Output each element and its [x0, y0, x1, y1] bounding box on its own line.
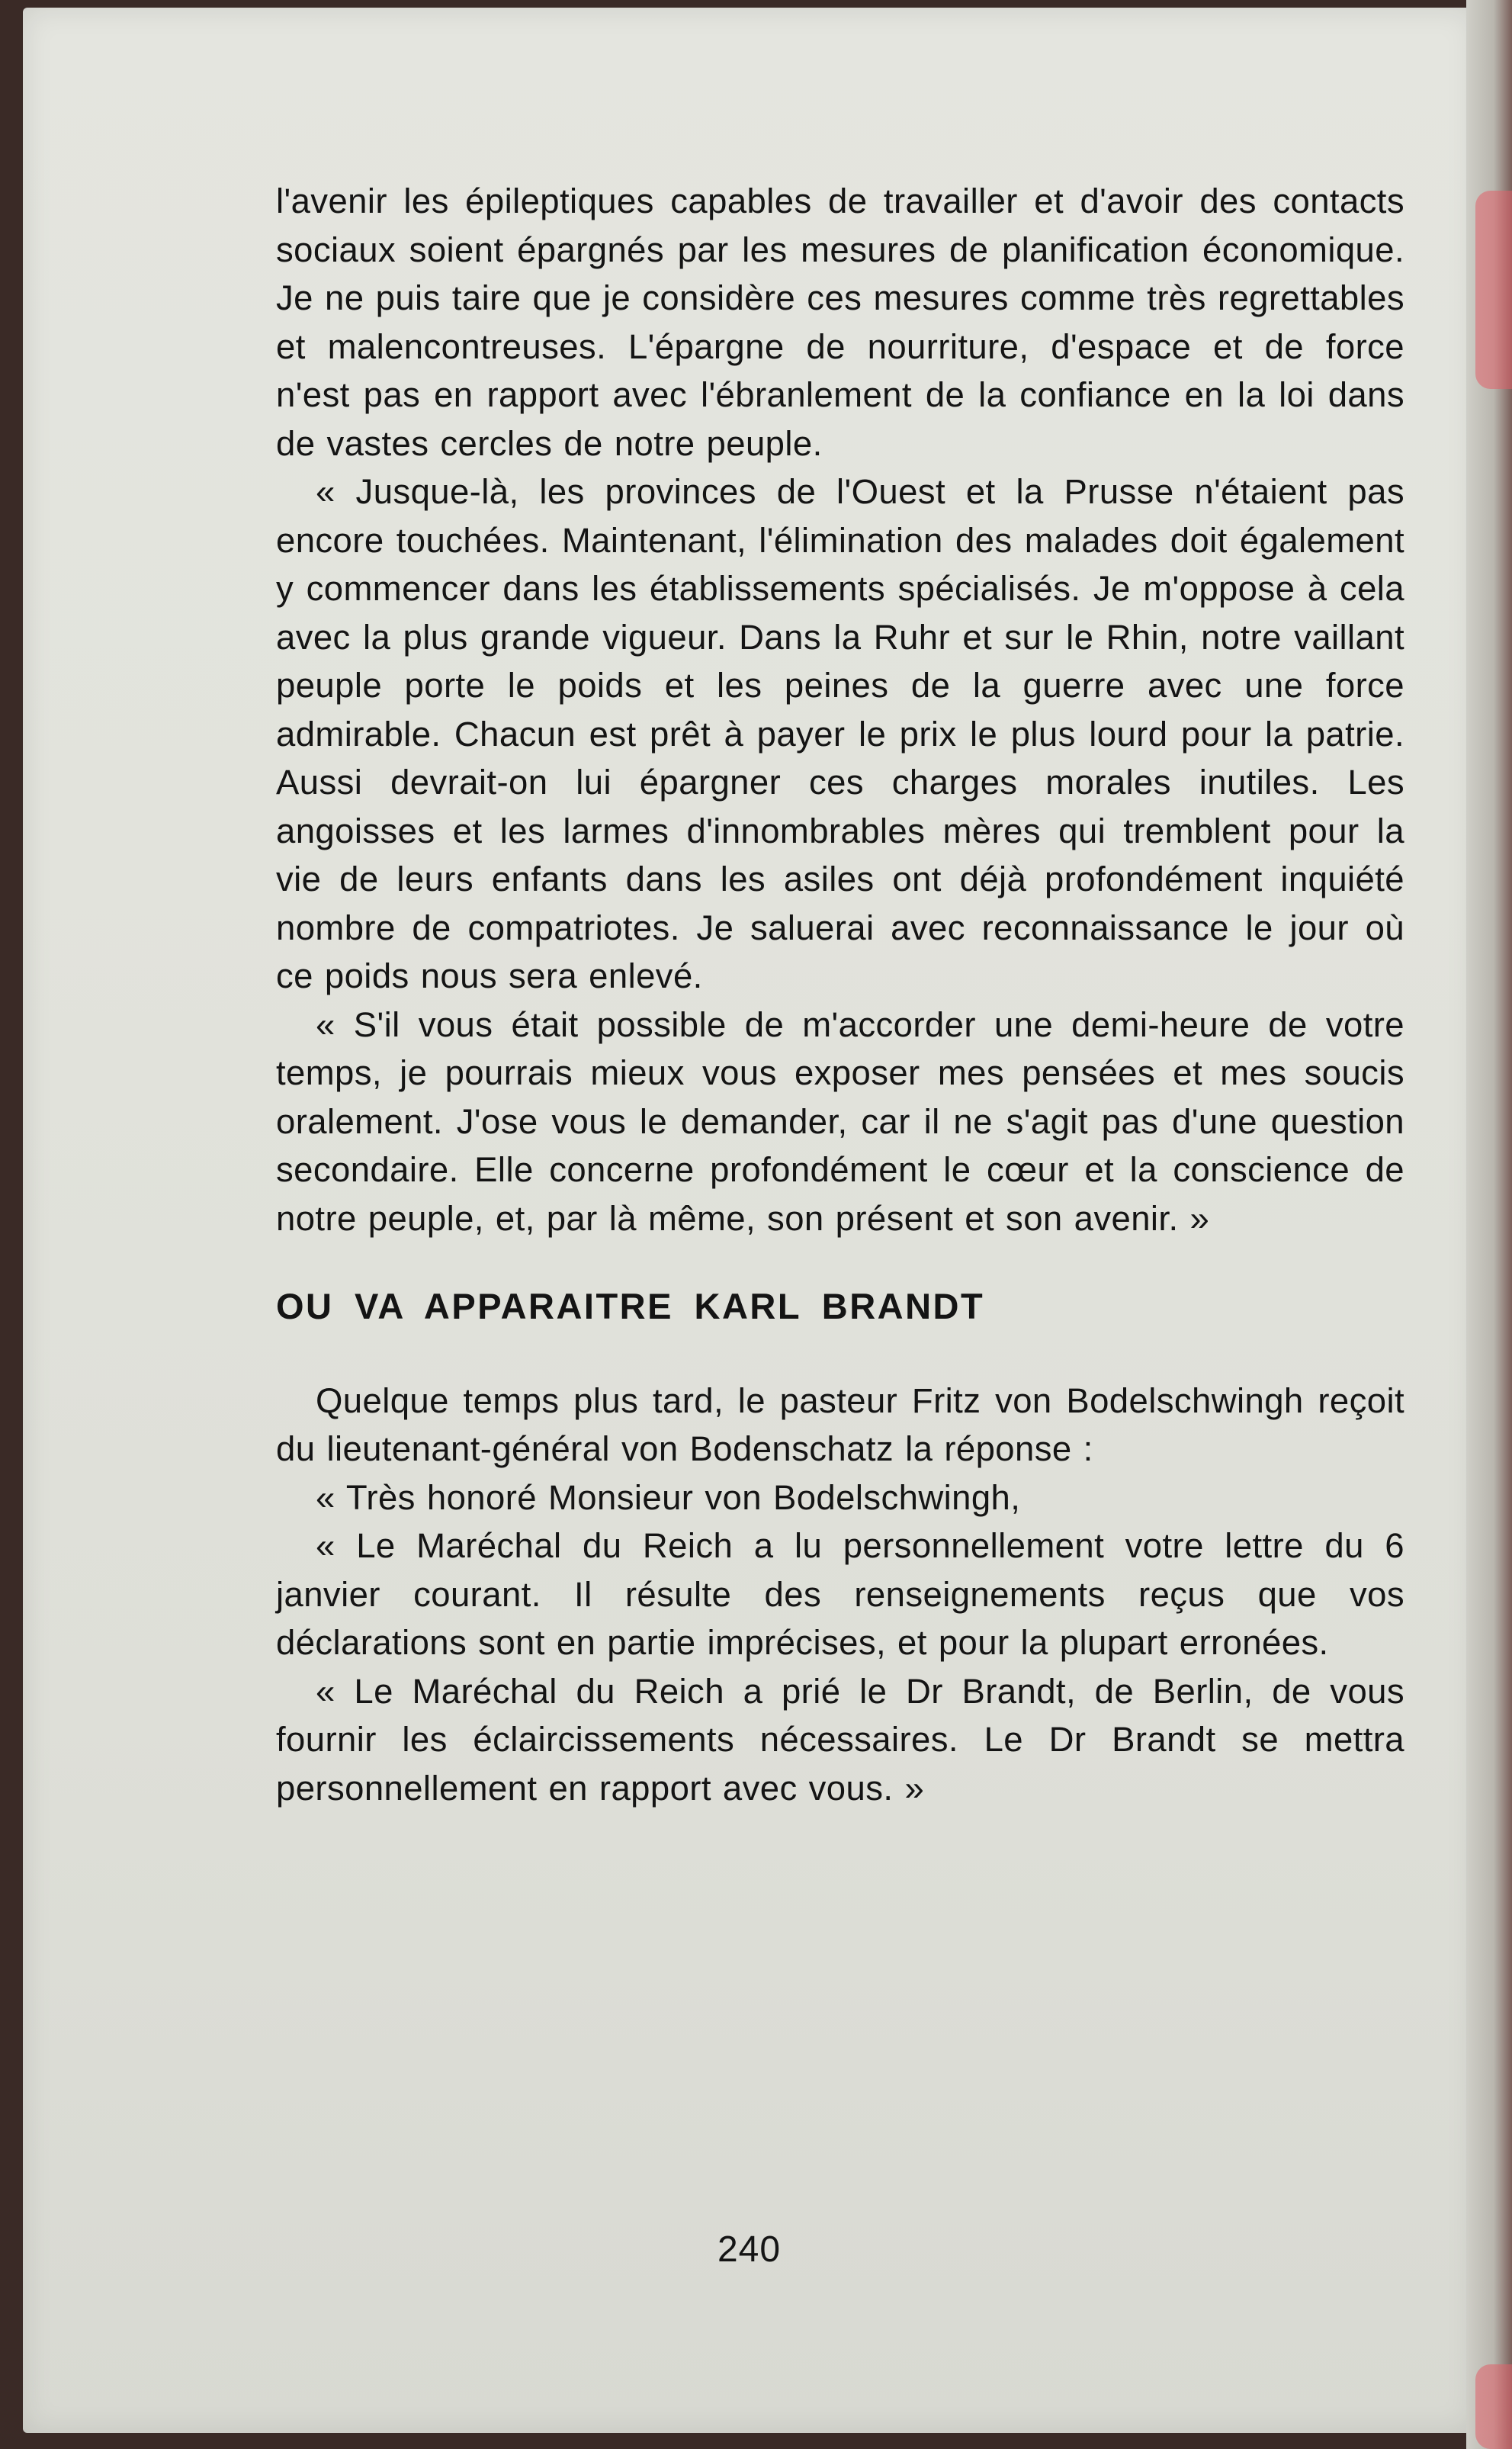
paragraph: Quelque temps plus tard, le pasteur Fritz von Bodelschwingh reçoit du lieutenant-général von Bodenschatz la réponse :	[276, 1380, 1404, 1468]
red-page-edge-mark	[1475, 191, 1512, 389]
paragraph: « S'il vous était possible de m'accorder une demi-heure de votre temps, je pourrais mieux vous exposer mes pensées et mes soucis oralement. J'ose vous le demander, car il ne s'agit pas d'une question secondaire. Elle concerne profondément le cœur et la conscience de notre peuple, et, par là même, son présent et son avenir. »	[276, 1004, 1404, 1238]
book-page	[23, 8, 1475, 2433]
paragraph: l'avenir les épileptiques capables de travailler et d'avoir des contacts sociaux soient épargnés par les mesures de planification économique. Je ne puis taire que je considère ces mesures comme très regrettables et malencontreuses. L'épargne de nourriture, d'espace et de force n'est pas en rapport avec l'ébranlement de la confiance en la loi dans de vastes cercles de notre peuple.	[276, 182, 1404, 463]
paragraph: « Le Maréchal du Reich a lu personnellement votre lettre du 6 janvier courant. Il résulte des renseignements reçus que vos déclarations sont en partie imprécises, et pour la plupart erronées.	[276, 1526, 1404, 1662]
red-page-edge-mark	[1475, 2364, 1512, 2449]
paragraph: « Jusque-là, les provinces de l'Ouest et la Prusse n'étaient pas encore touchées. Maintenant, l'élimination des malades doit également y commencer dans les établissements spécialisés. Je m'oppose à cela avec la plus grande vigueur. Dans la Ruhr et sur le Rhin, notre vaillant peuple porte le poids et les peines de la guerre avec une force admirable. Chacun est prêt à payer le prix le plus lourd pour la patrie. Aussi devrait-on lui épargner ces charges morales inutiles. Les angoisses et les larmes d'innombrables mères qui tremblent pour la vie de leurs enfants dans les asiles ont déjà profondément inquiété nombre de compatriotes. Je saluerai avec reconnaissance le jour où ce poids nous sera enlevé.	[276, 472, 1404, 995]
page-number: 240	[717, 2229, 782, 2270]
page-text	[276, 177, 1404, 1812]
paragraph: « Le Maréchal du Reich a prié le Dr Brandt, de Berlin, de vous fournir les éclaircissements nécessaires. Le Dr Brandt se mettra personnellement en rapport avec vous. »	[276, 1671, 1404, 1808]
paragraph: « Très honoré Monsieur von Bodelschwingh,	[316, 1477, 1021, 1517]
section-heading: OU VA APPARAITRE KARL BRANDT	[276, 1286, 985, 1326]
